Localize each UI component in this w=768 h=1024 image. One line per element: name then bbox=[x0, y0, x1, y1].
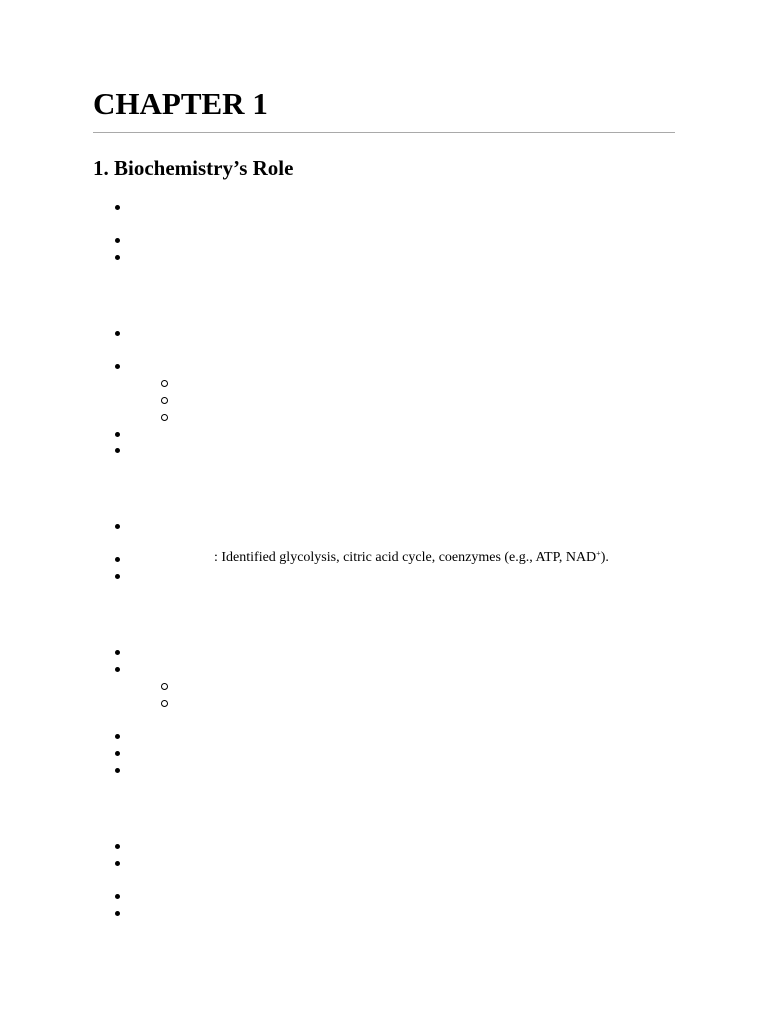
bullet-marker bbox=[114, 200, 122, 216]
item-text-superscript: + bbox=[596, 549, 601, 558]
bullet-marker bbox=[114, 889, 122, 905]
bullet-marker bbox=[114, 645, 122, 661]
chapter-title: CHAPTER 1 bbox=[93, 86, 268, 121]
bullet-marker bbox=[114, 746, 122, 762]
bullet-marker bbox=[114, 443, 122, 459]
bullet-marker bbox=[114, 856, 122, 872]
sub-bullet-marker bbox=[160, 696, 170, 712]
bullet-marker bbox=[114, 519, 122, 535]
bullet-marker bbox=[114, 250, 122, 266]
bullet-marker bbox=[114, 763, 122, 779]
bullet-marker bbox=[114, 569, 122, 585]
section-title: 1. Biochemistry’s Role bbox=[93, 156, 294, 180]
bullet-marker bbox=[114, 662, 122, 678]
bullet-marker bbox=[114, 233, 122, 249]
bullet-marker bbox=[114, 326, 122, 342]
sub-bullet-marker bbox=[160, 679, 170, 695]
bullet-marker bbox=[114, 427, 122, 443]
item-text-suffix: ). bbox=[600, 550, 609, 565]
horizontal-rule bbox=[93, 132, 675, 133]
sub-bullet-marker bbox=[160, 376, 170, 392]
item-text-prefix: : Identified glycolysis, citric acid cycle, coenzymes (e.g., ATP, NAD bbox=[214, 550, 597, 565]
sub-bullet-marker bbox=[160, 393, 170, 409]
bullet-item-text bbox=[214, 550, 609, 566]
bullet-marker bbox=[114, 729, 122, 745]
bullet-marker bbox=[114, 552, 122, 568]
bullet-marker bbox=[114, 839, 122, 855]
sub-bullet-marker bbox=[160, 410, 170, 426]
bullet-marker bbox=[114, 359, 122, 375]
bullet-marker bbox=[114, 906, 122, 922]
